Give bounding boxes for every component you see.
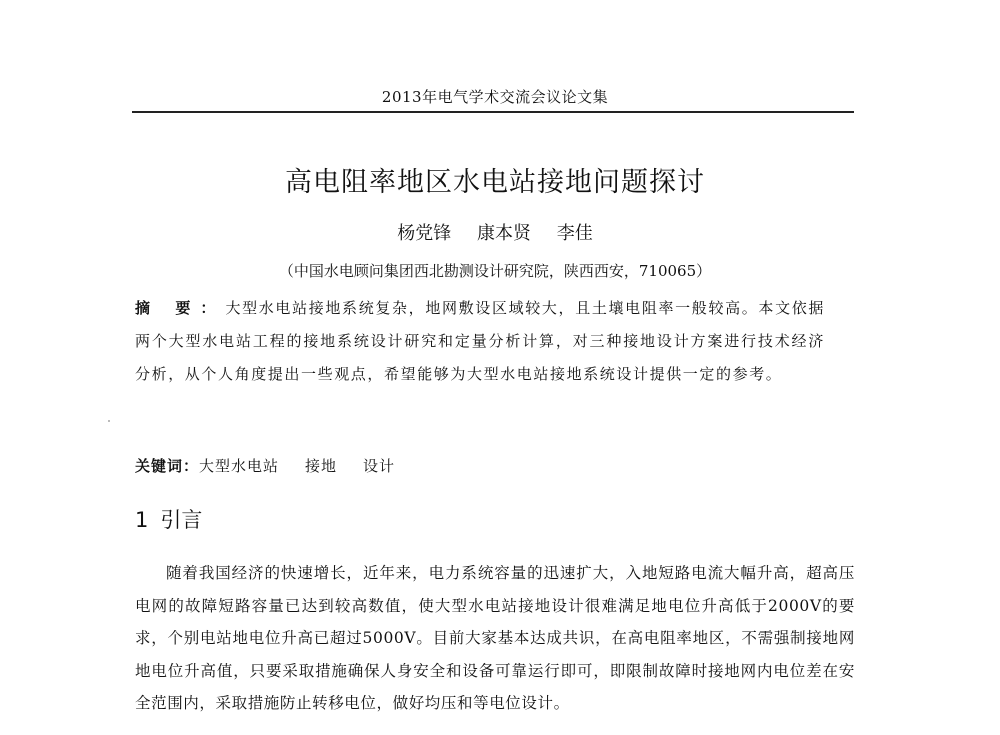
header-rule [132,111,854,113]
body-paragraph: 随着我国经济的快速增长，近年来，电力系统容量的迅速扩大，入地短路电流大幅升高，超高压电网的故障短路容量已达到较高数值，使大型水电站接地设计很难满足地电位升高低于2000V的要求，个别电站地电位升高已超过5000V。目前大家基本达成共识，在高电阻率地区，不需强制接地网地电位升高值，只要采取措施确保人身安全和设备可靠运行即可，即限制故障时接地网内电位差在安全范围内，采取措施防止转移电位，做好均压和等电位设计。 [135,564,855,712]
author-name: 杨党锋 [397,223,452,244]
keywords [135,455,825,476]
section-number: 1 [135,508,149,532]
abstract [135,292,825,391]
keyword: 设计 [363,457,396,475]
keyword: 接地 [305,457,338,475]
author-name: 李佳 [556,223,593,244]
keywords-label: 关键词： [135,457,200,475]
affiliation: （中国水电顾问集团西北勘测设计研究院，陕西西安，710065） [278,262,712,280]
keyword: 大型水电站 [199,457,280,475]
running-header: 2013年电气学术交流会议论文集 [381,88,609,106]
abstract-label: 摘 要： [135,299,226,317]
section-title: 引言 [160,508,203,532]
abstract-text: 大型水电站接地系统复杂，地网敷设区域较大，且土壤电阻率一般较高。本文依据两个大型水电站工程的接地系统设计研究和定量分析计算，对三种接地设计方案进行技术经济分析，从个人角度提出一些观点，希望能够为大型水电站接地系统设计提供一定的参考。 [135,299,825,383]
author-name: 康本贤 [477,223,531,244]
author-list [135,219,855,245]
section-heading [135,504,202,534]
paper-title: 高电阻率地区水电站接地问题探讨 [285,167,705,198]
scan-speck [108,420,110,422]
